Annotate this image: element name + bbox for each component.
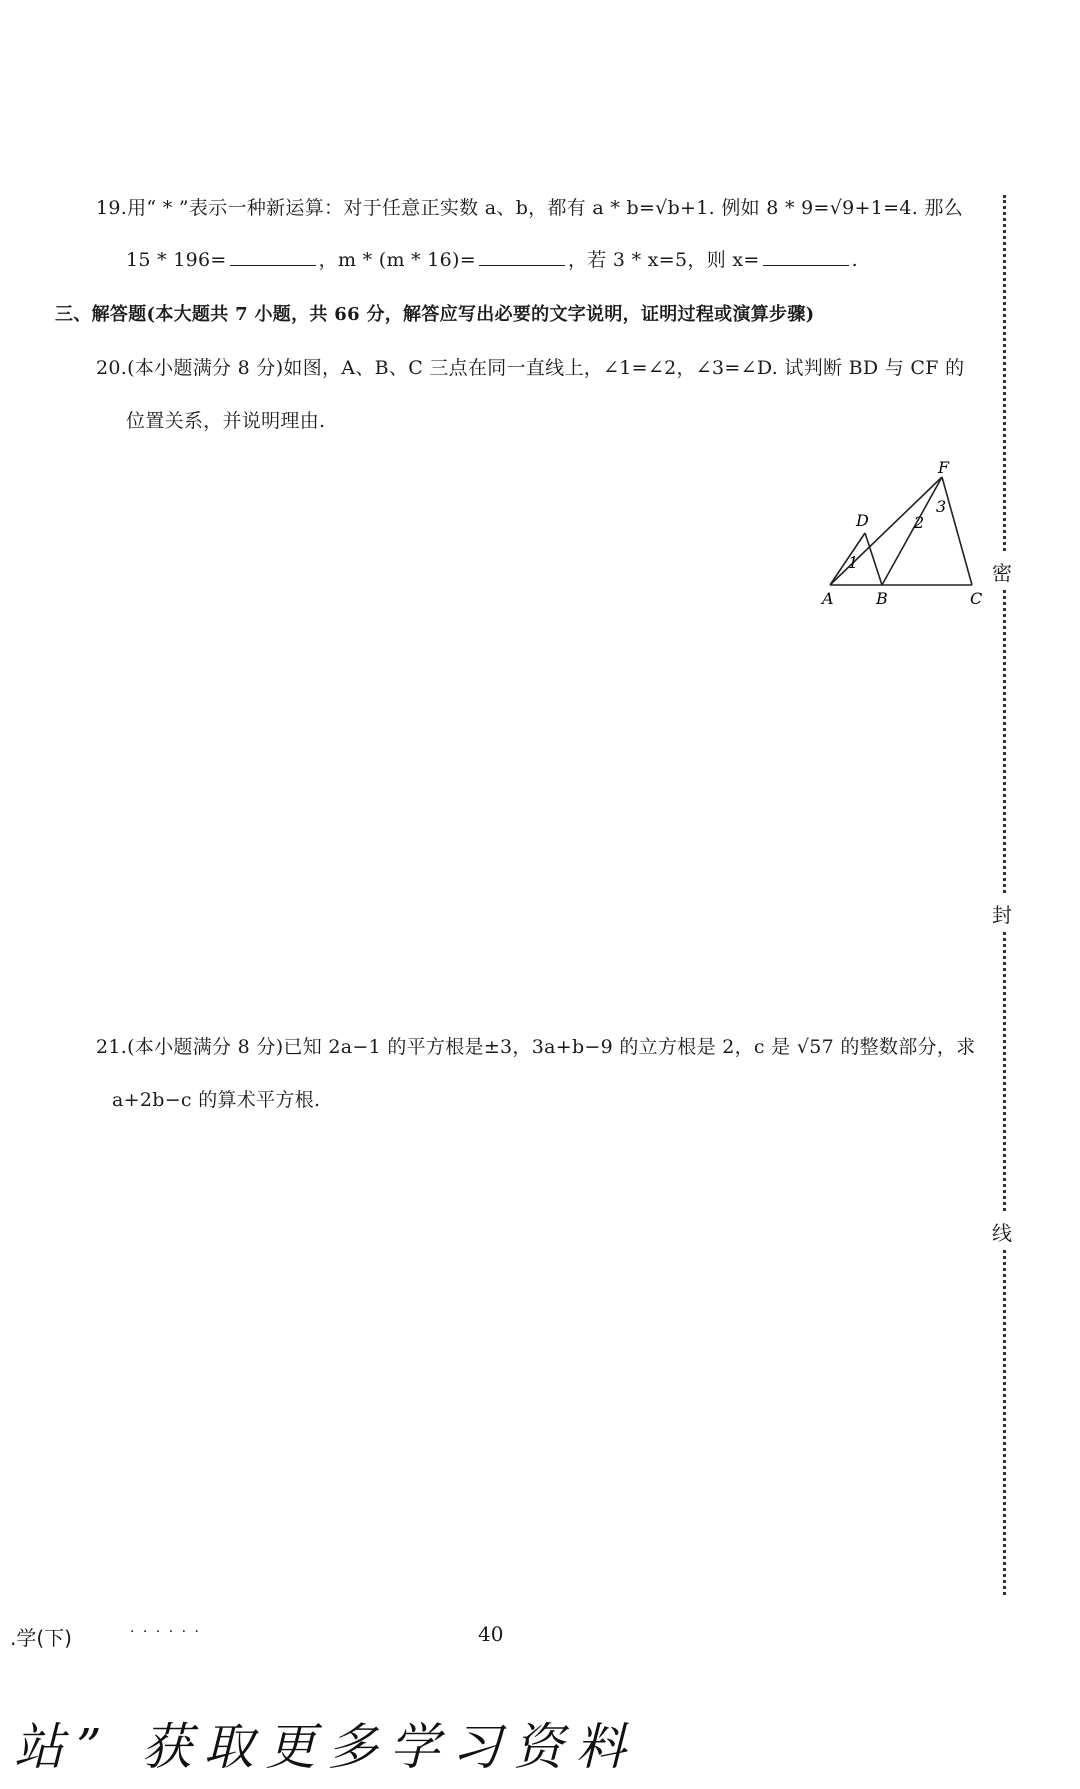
binding-label-feng: 封 — [992, 895, 1012, 932]
label-d: D — [856, 511, 869, 530]
answer-blank-3[interactable] — [763, 264, 849, 266]
handwritten-watermark: 站” 获取更多学习资料 — [14, 1718, 638, 1776]
label-c: C — [970, 589, 983, 608]
section-3-heading: 三、解答题(本大题共 7 小题，共 66 分，解答应写出必要的文字说明，证明过程或演算步骤) — [55, 304, 815, 325]
binding-label-mi: 密 — [992, 553, 1012, 590]
q19-part-a: 15 * 196= — [126, 249, 227, 271]
geometry-figure — [820, 460, 1000, 610]
segment-db — [865, 533, 882, 585]
question-21-line-1: 21.(本小题满分 8 分)已知 2a−1 的平方根是±3，3a+b−9 的立方根是 2，c 是 √57 的整数部分，求 — [96, 1036, 976, 1058]
question-21-line-2: a+2b−c 的算术平方根. — [112, 1089, 321, 1111]
q19-part-d: . — [851, 249, 858, 271]
answer-blank-1[interactable] — [230, 264, 316, 266]
label-angle-2: 2 — [914, 513, 925, 532]
question-19-line-2 — [126, 245, 858, 272]
label-f: F — [938, 460, 950, 477]
question-20-line-2: 位置关系，并说明理由. — [126, 410, 326, 432]
question-19-line-1: 19.用“ * ”表示一种新运算：对于任意正实数 a、b，都有 a * b=√b+1. 例如 8 * 9=√9+1=4. 那么 — [96, 197, 964, 219]
label-b: B — [876, 589, 888, 608]
label-a: A — [822, 589, 834, 608]
label-angle-3: 3 — [936, 497, 947, 516]
segment-af — [830, 477, 942, 585]
q19-part-c: ，若 3 * x=5，则 x= — [567, 249, 760, 271]
footer-dots: · · · · · · — [130, 1624, 201, 1640]
page-number: 40 — [478, 1622, 504, 1646]
footer-subject: .学(下) — [10, 1626, 72, 1650]
question-20-line-1: 20.(本小题满分 8 分)如图，A、B、C 三点在同一直线上，∠1=∠2，∠3=∠D. 试判断 BD 与 CF 的 — [96, 357, 965, 379]
segment-fc — [942, 477, 972, 585]
segment-bf — [882, 477, 942, 585]
answer-blank-2[interactable] — [479, 264, 565, 266]
q19-part-b: ，m * (m * 16)= — [318, 249, 476, 271]
binding-label-xian: 线 — [992, 1213, 1012, 1250]
label-angle-1: 1 — [848, 553, 859, 572]
